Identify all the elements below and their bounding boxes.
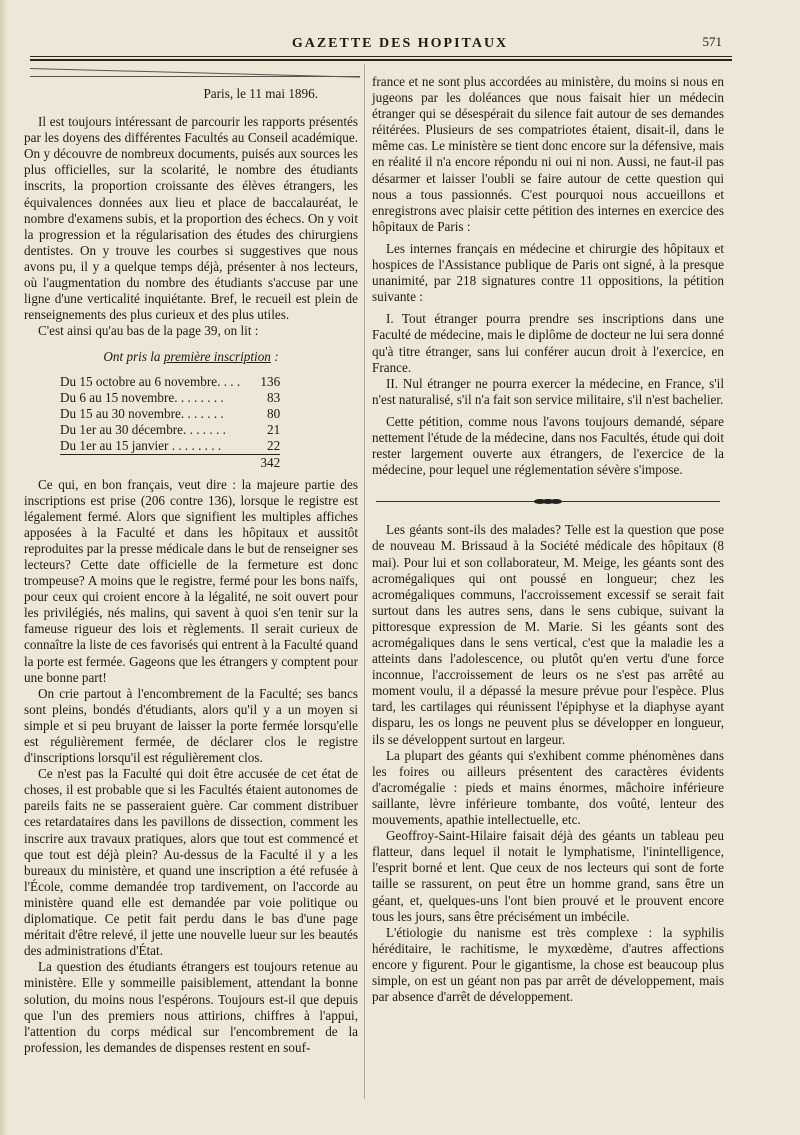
paragraph: Ce n'est pas la Faculté qui doit être accusée de cet état de choses, il est probable que si les Facultés étaient autonomes de pareils faits ne se passeraient guère. Car comment distribuer ces retardataires dans les pavillons de dissection, comment les inscrire aux travaux pratiques, alors que tout est commencé et que tout est déjà plein? Au-dessus de la Faculté il y a les bureaux du ministère, et quand une inscription a été refusée à l'École, comme demandée trop tardivement, on l'accorde au ministère quand elle est demandée par voie politique ou diplomatique. Ce petit fait perdu dans le bas d'une page méritait d'être relevé, il jette une nouvelle lueur sur les beautés des administrations d'État. — [24, 766, 358, 959]
paragraph: Geoffroy-Saint-Hilaire faisait déjà des géants un tableau peu flatteur, dans lequel il notait le lymphatisme, l'inintelligence, l'esprit borné et lent. Que ceux de nos lecteurs qui sont de forte taille se rassurent, on peut être un homme grand, sans être un géant, et, quelques-uns l'ont bien prouvé et le prouvent encore tous les jours, sans être précisément un imbécile. — [372, 828, 724, 924]
paragraph: C'est ainsi qu'au bas de la page 39, on lit : — [38, 323, 259, 339]
page-header-title: GAZETTE DES HOPITAUX — [291, 36, 509, 51]
paragraph: france et ne sont plus accordées au ministère, du moins si nous en jugeons par les doléances que nous faisait hier un médecin étranger qui se désespérait du silence fait autour de ses demandes réitérées. Plusieurs de ses compatriotes étaient, disait-il, dans le même cas. Le ministère se tient donc encore sur la défensive, mais en réalité il n'a encore répondu ni oui ni non. Aussi, ne faut-il pas désarmer et laisser l'oubli se faire autour de cette question qui nous a tous passionnés. C'est pourquoi nous accueillons et enregistrons avec plaisir cette pétition des internes en exercice des hôpitaux de Paris : — [372, 74, 724, 234]
binding-shadow — [0, 0, 8, 1135]
inscription-table — [60, 374, 280, 471]
paragraph: On crie partout à l'encombrement de la Faculté; ses bancs sont pleins, bondés d'étudiants, alors qu'il y a un moyen si simple et si peu bruyant de laisser la porte fermée lorsqu'elle est régulièrement fermée, de déclarer clos le registre d'inscriptions lorsqu'il est régulièrement clos. — [24, 685, 358, 766]
table-row: Du 1er au 30 décembre. . . . . . . 21 — [60, 421, 281, 437]
table-row: Du 1er au 15 janvier . . . . . . . . 22 — [60, 437, 281, 453]
petition-intro: Les internes français en médecine et chirurgie des hôpitaux et hospices de l'Assistance publique de Paris ont signé, à la presque unanimité, par 218 signatures contre 11 oppositions, la pétition suivante : — [372, 240, 724, 305]
left-column — [24, 76, 358, 1056]
table-row: Du 15 octobre au 6 novembre. . . . 136 — [60, 373, 281, 389]
paragraph: La plupart des géants qui s'exhibent comme phénomènes dans les foires ou ailleurs présentent des caractères évidents d'acromégalie : pieds et mains énormes, mâchoire inférieure saillante, lèvre inférieure tombante, dos voûté, lenteur des mouvements, apathie intellectuelle, etc. — [372, 747, 724, 828]
header-rule — [30, 56, 732, 57]
paragraph: La question des étudiants étrangers est toujours retenue au ministère. Elle y sommeille paisiblement, attendant la bonne solution, du moins nous l'espérons. Toujours est-il que depuis que l'un des premiers nous attirions, chiffres à l'appui, l'attention du corps médical sur l'encombrement de la profession, les demandes de dispenses restent en souf- — [24, 959, 358, 1055]
paragraph: Ce qui, en bon français, veut dire : la majeure partie des inscriptions est prise (206 contre 136), lorsque le registre est légalement fermé. Alors que signifient les multiples affiches apposées à la Faculté et dans les hôpitaux et aussitôt reproduites par la presse médicale dans le but de renseigner ses lecteurs? Cette date officielle de la fermeture est donc trompeuse? A moins que le registre, fermé pour les bons naïfs, pour ceux qui croient encore à la légalité, ne soit ouvert pour les privilégiés, nés malins, qui savent à quoi s'en tenir sur la fameuse rigueur des lois et règlements. Il serait curieux de connaître la liste de ces favorisés qui entrent à la Faculté quand la porte est fermée. Gageons que les étrangers y comptent pour une bonne part! — [24, 476, 358, 685]
paragraph: L'étiologie du nanisme est très complexe : la syphilis héréditaire, le rachitisme, le myxœdème, d'autres affections encore y figurent. Pour le gigantisme, la chose est beaucoup plus simple, on est un géant non pas par arrêt de développement, mais par absence d'arrêt de développement. — [372, 924, 724, 1005]
paragraph: Cette pétition, comme nous l'avons toujours demandé, sépare nettement l'étude de la médecine, dans nos Facultés, étude qui doit rester largement ouverte aux étrangers, de l'exercice de la médecine, pour lequel une réglementation sévère s'impose. — [372, 413, 724, 478]
header-rule-thick — [30, 59, 732, 61]
section-separator — [372, 492, 724, 508]
page-number: 571 — [702, 34, 722, 49]
table-row: Du 15 au 30 novembre. . . . . . . 80 — [60, 405, 281, 421]
dateline: Paris, le 11 mai 1896. — [203, 86, 318, 101]
table-row: Du 6 au 15 novembre. . . . . . . . 83 — [60, 389, 281, 405]
column-divider — [364, 64, 365, 1099]
right-column — [372, 74, 724, 1005]
petition-article-2: II. Nul étranger ne pourra exercer la médecine, en France, s'il n'est naturalisé, s'il n'a fait son service militaire, s'il n'est bachelier. — [372, 375, 724, 407]
paragraph: Les géants sont-ils des malades? Telle est la question que pose de nouveau M. Brissaud à la Société médicale des hôpitaux (8 mai). Pour lui et son collaborateur, M. Meige, les géants sont des acromégaliques qui ont poussé en longueur; chez les acromégaliques communs, l'accroissement excessif se serait fait surtout dans les autres sens, dans le sens cubique, suivant la pittoresque expression de M. Marie. Si les géants sont des acromégaliques dans le sens vertical, c'est que la maladie les a atteints dans l'adolescence, ou plutôt qu'en vertu d'une force inconnue, l'accroissement de leurs os ne s'est pas arrêté au moment voulu, il a dépassé la mesure prévue pour l'espèce. Plus tard, les cartilages qui réunissent l'épiphyse et la diaphyse ayant disparu, les os longs ne peuvent plus se développer en longueur, ils se développent surtout en largeur. — [372, 522, 724, 747]
table-caption: Ont pris la première inscription : — [103, 349, 279, 365]
petition-article-1: I. Tout étranger pourra prendre ses inscriptions dans une Faculté de médecine, mais le diplôme de docteur ne lui sera donné qu'à titre étranger, sans lui conférer aucun droit à l'exercice, en France. — [372, 311, 724, 375]
table-total-row: 342 — [60, 454, 280, 471]
paragraph: Il est toujours intéressant de parcourir les rapports présentés par les doyens des différentes Facultés au Conseil académique. On y découvre de nombreux documents, puisés aux sources les plus officielles, sur la scolarité, le nombre des étudiants inscrits, la proportion croissante des élèves étrangers, les équivalences données aux lieu et place de baccalauréat, le nombre d'examens subis, et la proportion des échecs. On y voit la progression et la régularisation des études des chirurgiens dentistes. On y trouve les courbes si suggestives que nous avons pu, il y a quelque temps déjà, présenter à nos lecteurs, où l'augmentation du nombre des étudiants s'accuse par une ligne d'une verticalité inquiétante. Bref, le recueil est plein de renseignements des plus curieux et des plus utiles. — [24, 114, 358, 323]
